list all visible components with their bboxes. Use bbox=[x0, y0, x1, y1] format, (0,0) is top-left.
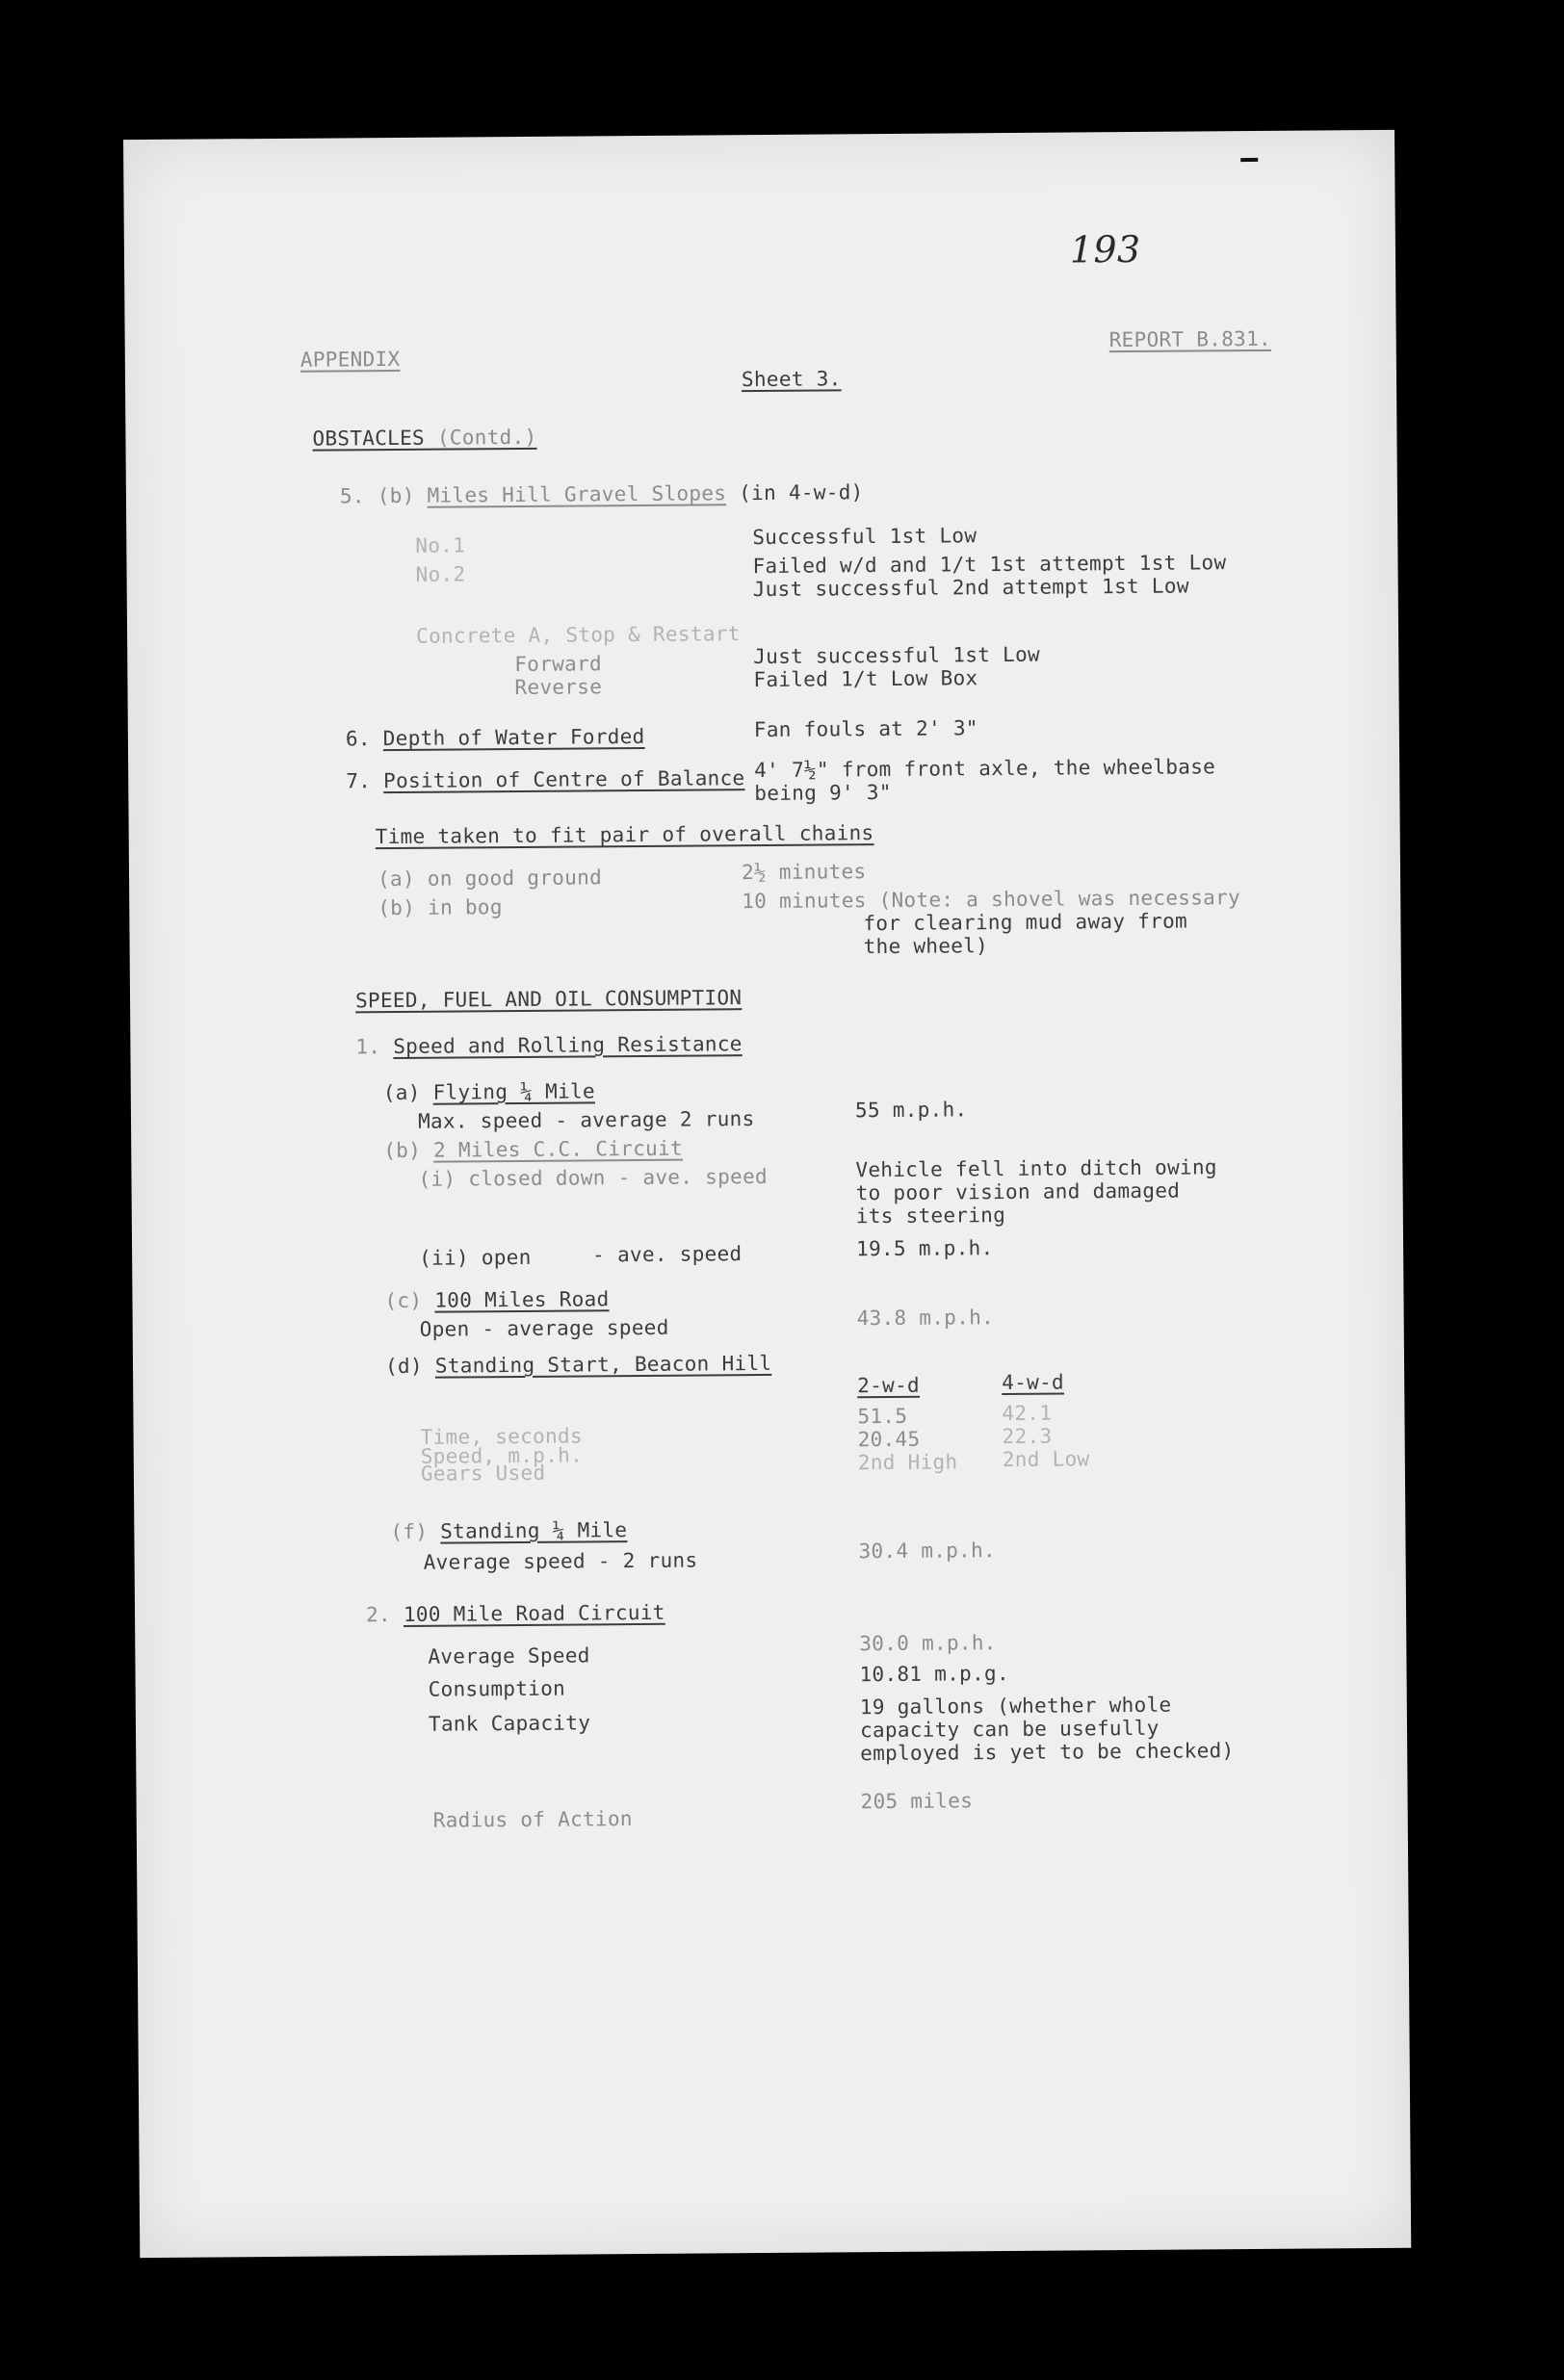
row-value: for clearing mud away from bbox=[863, 909, 1188, 936]
row-value: capacity can be usefully bbox=[859, 1716, 1160, 1743]
row-label: (b) in bog bbox=[378, 895, 503, 920]
row-value: Successful 1st Low bbox=[752, 524, 978, 550]
section-title: SPEED, FUEL AND OIL CONSUMPTION bbox=[354, 986, 743, 1013]
row-label: Forward bbox=[514, 652, 603, 677]
section-contd: (Contd.) bbox=[436, 425, 537, 450]
handwritten-page-number: 193 bbox=[1069, 227, 1141, 272]
row-value: Failed w/d and 1/t 1st attempt 1st Low bbox=[752, 551, 1227, 579]
appendix-heading: APPENDIX bbox=[300, 347, 401, 372]
sub-title: Standing ¼ Mile bbox=[440, 1518, 628, 1543]
sub-label: (d) bbox=[384, 1354, 423, 1379]
row-value: Failed 1/t Low Box bbox=[753, 666, 978, 692]
row-label: Consumption bbox=[428, 1676, 566, 1701]
item-8-heading: Time taken to fit pair of overall chains bbox=[375, 821, 874, 849]
row-value: Just successful 2nd attempt 1st Low bbox=[752, 574, 1189, 602]
item-7-value: 4' 7½" from front axle, the wheelbase bbox=[754, 755, 1216, 783]
section-title-text: OBSTACLES bbox=[312, 426, 426, 451]
document-page bbox=[123, 130, 1411, 2258]
table-row-label: Gears Used bbox=[420, 1461, 546, 1486]
section-title bbox=[312, 426, 536, 451]
item-title: 100 Mile Road Circuit bbox=[403, 1600, 665, 1626]
row-value: 10 minutes (Note: a shovel was necessary bbox=[742, 886, 1241, 914]
row-value: 2½ minutes bbox=[741, 860, 867, 885]
item-title: Position of Centre of Balance bbox=[383, 766, 745, 793]
table-cell: 51.5 bbox=[857, 1404, 908, 1429]
item-title: Depth of Water Forded bbox=[382, 724, 645, 751]
row-label: - ave. speed bbox=[592, 1242, 743, 1267]
sub-label: (b) bbox=[383, 1138, 422, 1163]
item-5-heading bbox=[340, 480, 864, 507]
sub-title: 2 Miles C.C. Circuit bbox=[432, 1136, 684, 1162]
row-value: 43.8 m.p.h. bbox=[856, 1306, 995, 1331]
table-cell: 42.1 bbox=[1002, 1401, 1053, 1426]
item-7-value: being 9' 3" bbox=[754, 780, 892, 806]
row-value: 55 m.p.h. bbox=[854, 1098, 968, 1123]
report-number: REPORT B.831. bbox=[1108, 326, 1272, 352]
row-value: the wheel) bbox=[863, 934, 989, 959]
row-label: (ii) open bbox=[419, 1245, 532, 1270]
table-cell: 22.3 bbox=[1002, 1424, 1053, 1449]
column-header: 2-w-d bbox=[857, 1373, 921, 1398]
sub-label: (f) bbox=[390, 1519, 429, 1544]
sub-label: (a) bbox=[382, 1080, 421, 1105]
item-1-heading bbox=[355, 1032, 742, 1058]
row-label: (i) closed down - ave. speed bbox=[418, 1164, 768, 1191]
row-value: 205 miles bbox=[860, 1789, 974, 1814]
sheet-number: Sheet 3. bbox=[741, 367, 842, 392]
table-cell: 2nd Low bbox=[1002, 1447, 1090, 1472]
row-label: Reverse bbox=[514, 675, 603, 700]
row-value: 30.0 m.p.h. bbox=[859, 1631, 997, 1656]
item-number: 2. bbox=[365, 1603, 392, 1627]
row-label: Average speed - 2 runs bbox=[423, 1548, 698, 1574]
row-label: (a) on good ground bbox=[377, 866, 603, 892]
row-label: Radius of Action bbox=[432, 1807, 633, 1832]
item-number: 6. bbox=[345, 727, 371, 751]
item-number: 5. (b) bbox=[339, 483, 415, 508]
row-value: Vehicle fell into ditch owing bbox=[855, 1155, 1217, 1182]
row-label: Max. speed - average 2 runs bbox=[417, 1107, 755, 1133]
row-value: employed is yet to be checked) bbox=[860, 1739, 1235, 1766]
row-value: 30.4 m.p.h. bbox=[858, 1539, 997, 1564]
sub-b-heading bbox=[383, 1137, 683, 1162]
item-6-value: Fan fouls at 2' 3" bbox=[753, 716, 978, 742]
sub-a-heading bbox=[383, 1079, 595, 1104]
row-label: No.2 bbox=[415, 562, 466, 586]
sub-label: (c) bbox=[384, 1288, 423, 1313]
row-label: No.1 bbox=[415, 533, 466, 557]
sub-title: Flying ¼ Mile bbox=[432, 1079, 595, 1104]
sub-d-heading bbox=[385, 1352, 771, 1378]
row-label: Average Speed bbox=[428, 1643, 590, 1669]
item-title: Miles Hill Gravel Slopes bbox=[427, 481, 727, 507]
table-row-label: Speed, m.p.h. bbox=[420, 1443, 584, 1468]
row-value: 19.5 m.p.h. bbox=[855, 1236, 994, 1261]
sub-title: Standing Start, Beacon Hill bbox=[434, 1351, 772, 1378]
item-number: 7. bbox=[346, 769, 372, 793]
row-label: Open - average speed bbox=[419, 1315, 669, 1341]
row-value: 10.81 m.p.g. bbox=[859, 1662, 1009, 1687]
concrete-label: Concrete A, Stop & Restart bbox=[415, 622, 741, 648]
table-row-label: Time, seconds bbox=[420, 1424, 583, 1449]
row-value: 19 gallons (whether whole bbox=[859, 1693, 1172, 1720]
sub-title: 100 Miles Road bbox=[434, 1287, 610, 1312]
table-cell: 20.45 bbox=[857, 1427, 921, 1452]
row-value: to poor vision and damaged bbox=[855, 1178, 1181, 1205]
row-value: Just successful 1st Low bbox=[753, 642, 1041, 669]
row-value: its steering bbox=[855, 1203, 1006, 1229]
item-6-heading bbox=[346, 725, 645, 750]
column-header: 4-w-d bbox=[1002, 1370, 1064, 1395]
item-7-heading bbox=[346, 766, 744, 792]
sub-c-heading bbox=[384, 1287, 609, 1312]
item-title: Speed and Rolling Resistance bbox=[393, 1032, 743, 1059]
row-label: Tank Capacity bbox=[428, 1711, 591, 1736]
sub-f-heading bbox=[390, 1518, 627, 1543]
item-number: 1. bbox=[355, 1035, 381, 1059]
item-suffix: (in 4-w-d) bbox=[739, 480, 864, 505]
table-cell: 2nd High bbox=[857, 1450, 958, 1475]
page-edge-mark bbox=[1240, 158, 1258, 162]
item-2-heading bbox=[366, 1601, 665, 1626]
